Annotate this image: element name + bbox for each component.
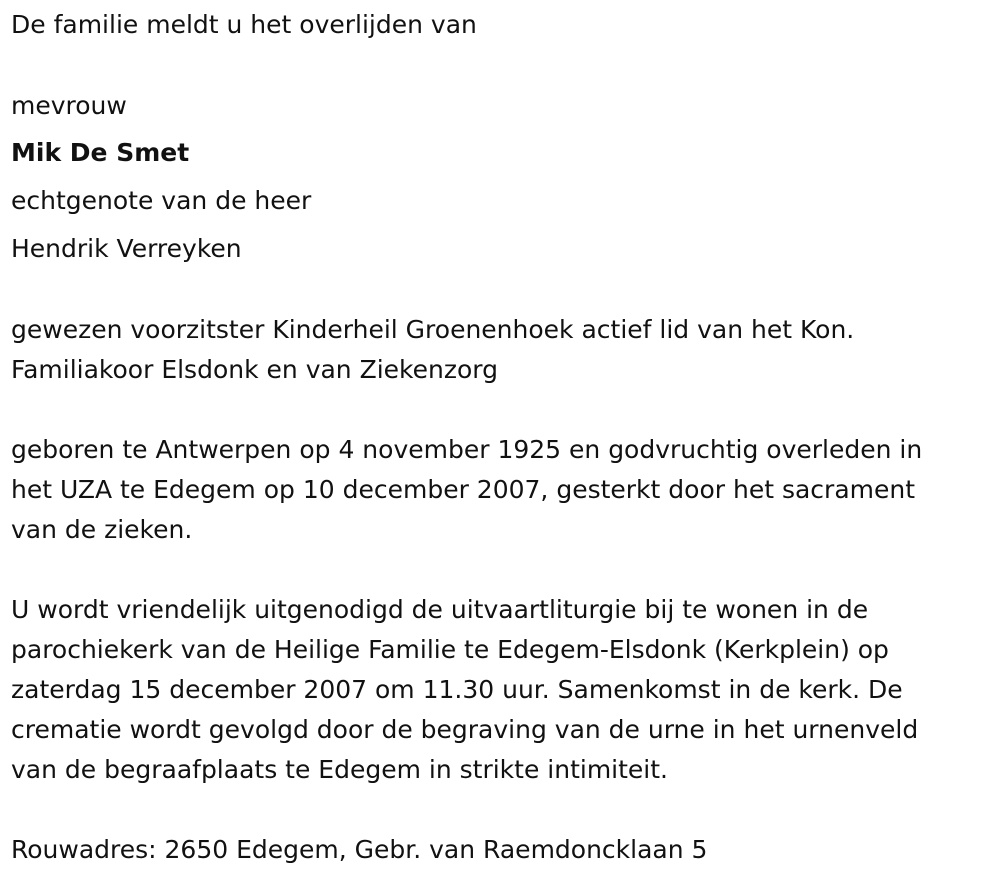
deceased-name: Mik De Smet	[11, 138, 190, 167]
spouse-name: Hendrik Verreyken	[11, 234, 242, 263]
birth-death-line-1: geboren te Antwerpen op 4 november 1925 en godvruchtig overleden in	[11, 435, 923, 464]
roles-line-2: Familiakoor Elsdonk en van Ziekenzorg	[11, 355, 498, 384]
spouse-relation: echtgenote van de heer	[11, 186, 312, 215]
intro-text: De familie meldt u het overlijden van	[11, 10, 477, 39]
funeral-line-4: crematie wordt gevolgd door de begraving van de urne in het urnenveld	[11, 715, 919, 744]
funeral-line-5: van de begraafplaats te Edegem in strikte intimiteit.	[11, 755, 669, 784]
funeral-line-2: parochiekerk van de Heilige Familie te Edegem-Elsdonk (Kerkplein) op	[11, 635, 889, 664]
mourning-address: Rouwadres: 2650 Edegem, Gebr. van Raemdoncklaan 5	[11, 835, 708, 864]
birth-death-line-3: van de zieken.	[11, 515, 193, 544]
title-text: mevrouw	[11, 91, 127, 120]
funeral-line-1: U wordt vriendelijk uitgenodigd de uitvaartliturgie bij te wonen in de	[11, 595, 869, 624]
roles-line-1: gewezen voorzitster Kinderheil Groenenhoek actief lid van het Kon.	[11, 315, 855, 344]
funeral-line-3: zaterdag 15 december 2007 om 11.30 uur. Samenkomst in de kerk. De	[11, 675, 903, 704]
birth-death-line-2: het UZA te Edegem op 10 december 2007, gesterkt door het sacrament	[11, 475, 916, 504]
